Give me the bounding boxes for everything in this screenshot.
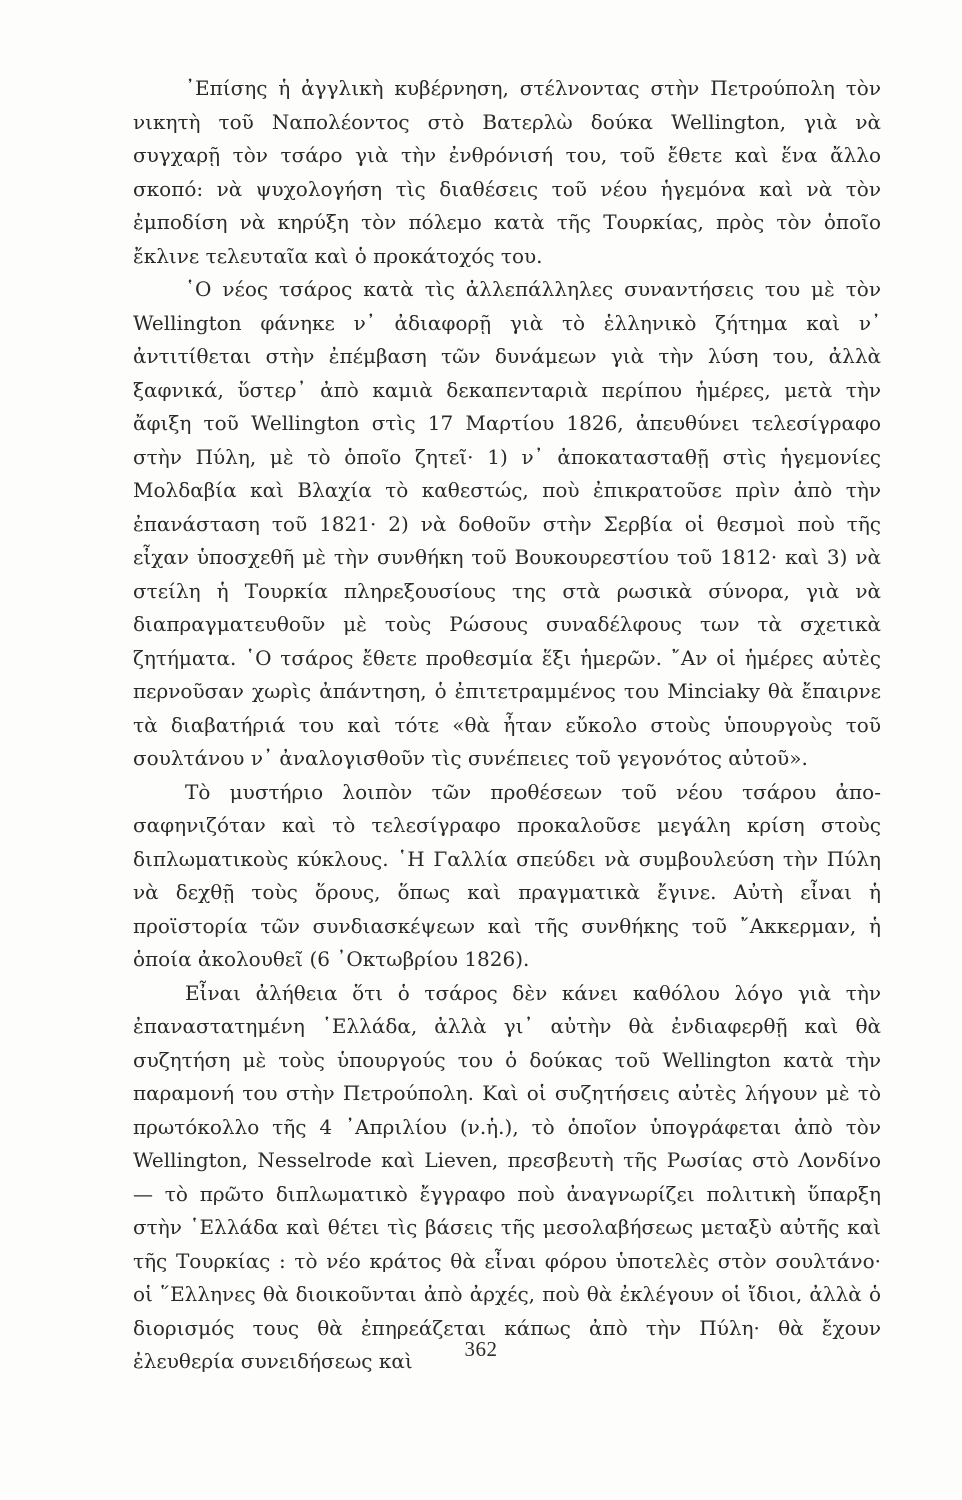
paragraph-3: Τὸ μυστήριο λοιπὸν τῶν προθέσεων τοῦ νέου τσάρου ἀποσαφηνιζόταν καὶ τὸ τελεσίγραφο προκαλοῦσε μεγάλη κρίση στοὺς διπλωματικοὺς κύκλους. ῾Η Γαλλία σπεύδει νὰ συμβουλεύση τὴν Πύλη νὰ δεχθῇ τοὺς ὅρους, ὅπως καὶ πραγματικὰ ἔγινε. Αὐτὴ εἶναι ἡ προϊστορία τῶν συνδιασκέψεων καὶ τῆς συνθήκης τοῦ ῎Ακκερμαν, ἡ ὁποία ἀκολουθεῖ (6 ᾽Οκτωβρίου 1826). [133,779,881,971]
paragraph-2: ῾Ο νέος τσάρος κατὰ τὶς ἀλλεπάλληλες συναντήσεις του μὲ τὸν Wellington φάνηκε ν᾽ ἀδιαφορῇ γιὰ τὸ ἑλληνικὸ ζήτημα καὶ ν᾽ ἀντιτίθεται στὴν ἐπέμβαση τῶν δυνάμεων γιὰ τὴν λύση του, ἀλλὰ ξαφνικά, ὕστερ᾽ ἀπὸ καμιὰ δεκαπενταριὰ περίπου ἡμέρες, μετὰ τὴν ἄφιξη τοῦ Wellington στὶς 17 Μαρτίου 1826, ἀπευθύνει τελεσίγραφο στὴν Πύλη, μὲ τὸ ὁποῖο ζητεῖ· 1) ν᾽ ἀποκατασταθῇ στὶς ἡγεμονίες Μολδαβία καὶ Βλαχία τὸ καθεστώς, ποὺ ἐπικρατοῦσε πρὶν ἀπὸ τὴν ἐπανάσταση τοῦ 1821· 2) νὰ δοθοῦν στὴν Σερβία οἱ θεσμοὶ ποὺ τῆς εἶχαν ὑποσχεθῆ μὲ τὴν συνθήκη τοῦ Βουκουρεστίου τοῦ 1812· καὶ 3) νὰ στείλη ἡ Τουρκία πληρεξουσίους της στὰ ρωσικὰ σύνορα, γιὰ νὰ διαπραγματευθοῦν μὲ τοὺς Ρώσους συναδέλφους των τὰ σχετικὰ ζητήματα. ῾Ο τσάρος ἔθετε προθεσμία ἕξι ἡμερῶν. ῎Αν οἱ ἡμέρες αὐτὲς περνοῦσαν χωρὶς ἀπάντηση, ὁ ἐπιτετραμμένος του Minciaky θὰ ἔπαιρνε τὰ διαβατήριά του καὶ τότε «θὰ ἦταν εὔκολο στοὺς ὑπουργοὺς τοῦ σουλτάνου ν᾽ ἀναλογισθοῦν τὶς συνέπειες τοῦ γεγονότος αὐτοῦ». [133,277,881,770]
page-number: 362 [464,1337,498,1361]
paragraph-1: ᾽Επίσης ἡ ἀγγλικὴ κυβέρνηση, στέλνοντας στὴν Πετρούπολη τὸν νικητὴ τοῦ Ναπολέοντος στὸ Βατερλὼ δούκα Wellington, γιὰ νὰ συγχαρῇ τὸν τσάρο γιὰ τὴν ἐνθρόνισή του, τοῦ ἔθετε καὶ ἕνα ἄλλο σκοπό: νὰ ψυχολογήση τὶς διαθέσεις τοῦ νέου ἡγεμόνα καὶ νὰ τὸν ἐμποδίση νὰ κηρύξη τὸν πόλεμο κατὰ τῆς Τουρκίας, πρὸς τὸν ὁποῖο ἔκλινε τελευταῖα καὶ ὁ προκάτοχός του. [133,76,881,268]
paragraph-4: Εἶναι ἀλήθεια ὅτι ὁ τσάρος δὲν κάνει καθόλου λόγο γιὰ τὴν ἐπαναστατημένη ῾Ελλάδα, ἀλλὰ γι᾽ αὐτὴν θὰ ἐνδιαφερθῇ καὶ θὰ συζητήση μὲ τοὺς ὑπουργούς του ὁ δούκας τοῦ Wellington κατὰ τὴν παραμονή του στὴν Πετρούπολη. Καὶ οἱ συζητήσεις αὐτὲς λήγουν μὲ τὸ πρωτόκολλο τῆς 4 ᾽Απριλίου (ν.ἡ.), τὸ ὁποῖον ὑπογράφεται ἀπὸ τὸν Wellington, Nesselrode καὶ Lieven, πρεσβευτὴ τῆς Ρωσίας στὸ Λονδίνο — τὸ πρῶτο διπλωματικὸ ἔγγραφο ποὺ ἀναγνωρίζει πολιτικὴ ὕπαρξη στὴν ῾Ελλάδα καὶ θέτει τὶς βάσεις τῆς μεσολαβήσεως μεταξὺ αὐτῆς καὶ τῆς Τουρκίας : τὸ νέο κράτος θὰ εἶναι φόρου ὑποτελὲς στὸν σουλτάνο· οἱ ῞Ελληνες θὰ διοικοῦνται ἀπὸ ἀρχές, ποὺ θὰ ἐκλέγουν οἱ ἴδιοι, ἀλλὰ ὁ διορισμός τους θὰ ἐπηρεάζεται κάπως ἀπὸ τὴν Πύλη· θὰ ἔχουν ἐλευθερία συνειδήσεως καὶ [133,980,881,1373]
body-text [133,72,881,1379]
